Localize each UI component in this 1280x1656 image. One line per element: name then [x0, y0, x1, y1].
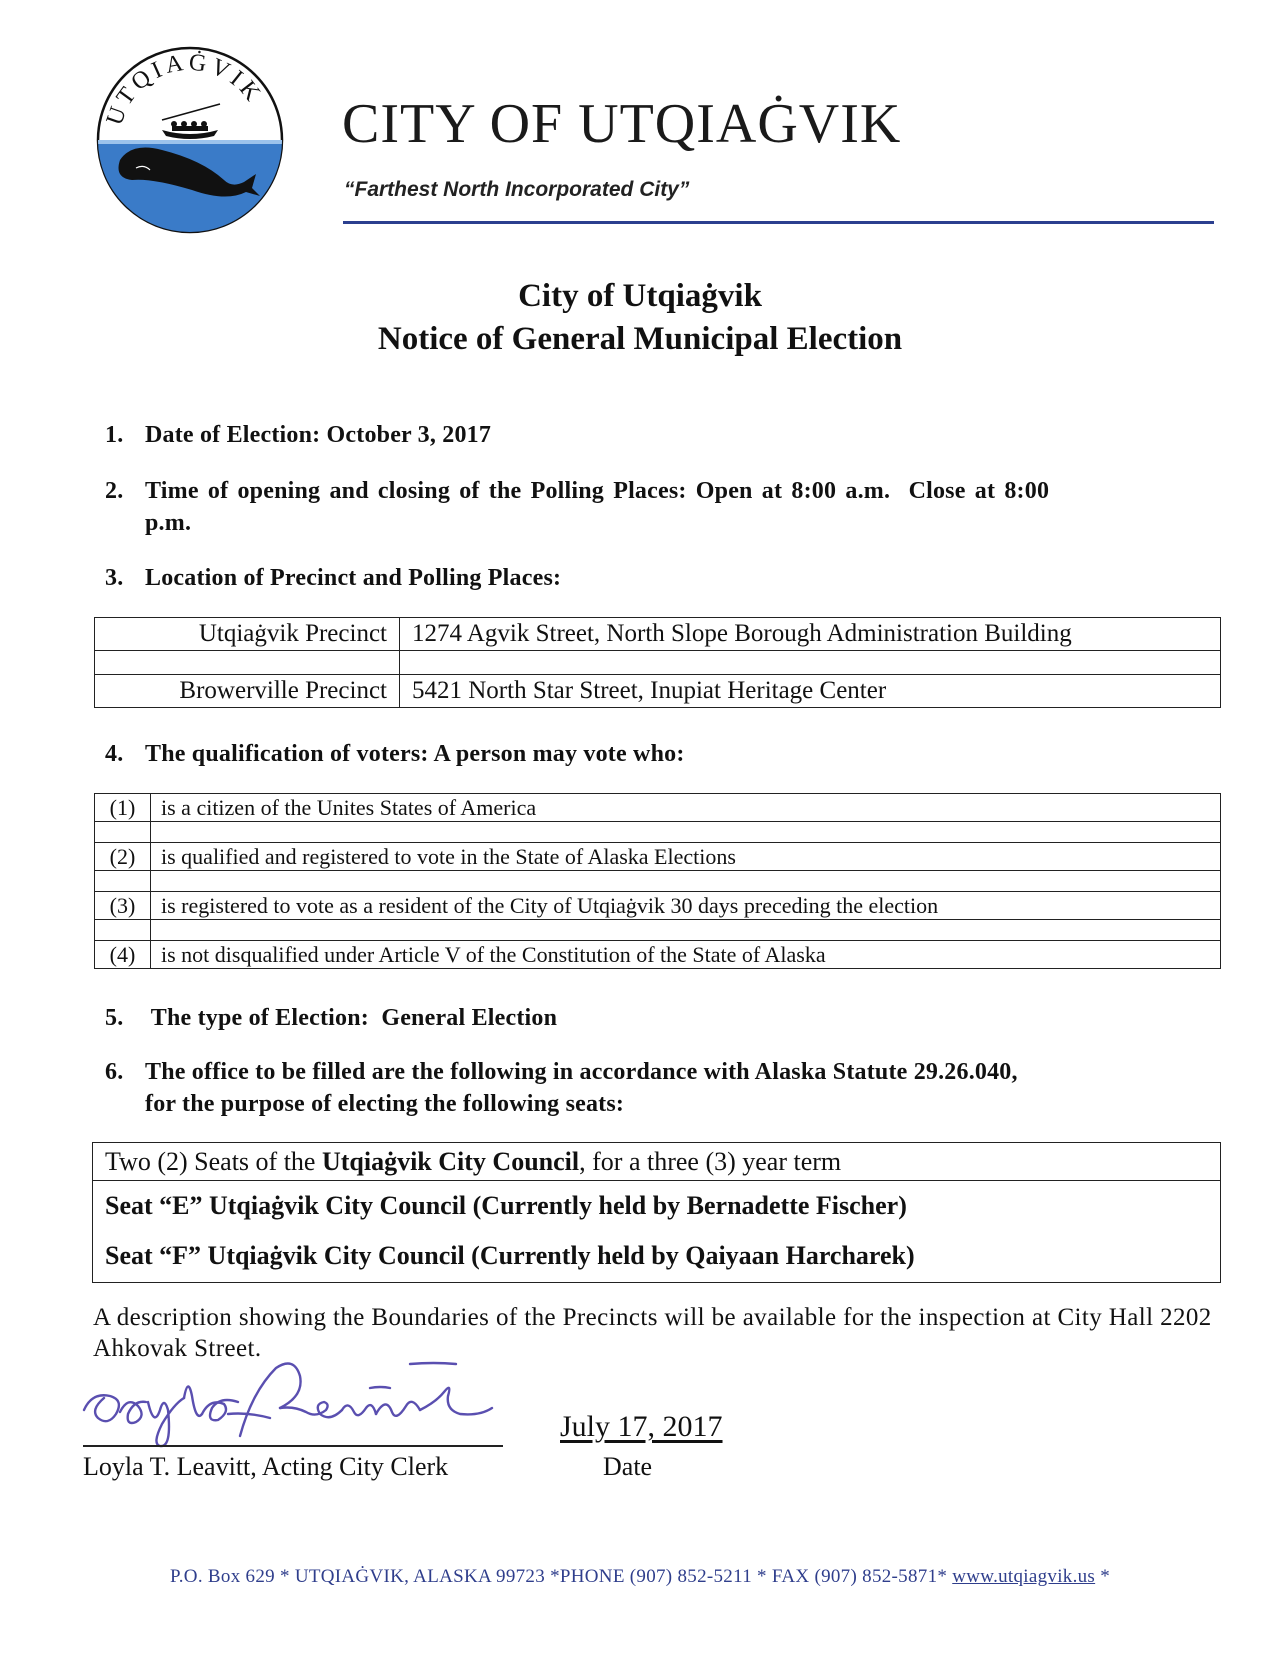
item-text: The office to be filled are the following in accordance with Alaska Statute 29.26.040,	[145, 1059, 1018, 1085]
item-number: 6.	[105, 1059, 124, 1085]
precinct-address: 5421 North Star Street, Inupiat Heritage Center	[400, 675, 1221, 708]
table-row-spacer	[95, 871, 1221, 892]
item-text: The type of Election: General Election	[145, 1005, 558, 1031]
boundaries-description: A description showing the Boundaries of the Precincts will be available for the inspection at City Hall 2202 Ahkovak Street.	[93, 1304, 1212, 1362]
item-number: 4.	[105, 741, 124, 767]
table-row	[93, 1143, 1221, 1181]
city-motto: “Farthest North Incorporated City”	[344, 178, 690, 201]
table-row	[95, 941, 1221, 969]
clerk-name: Loyla T. Leavitt, Acting City Clerk	[83, 1452, 449, 1481]
table-row-spacer	[95, 822, 1221, 843]
table-row	[95, 892, 1221, 920]
table-row	[93, 1181, 1221, 1231]
seal-lettering: UTQIAĠVIK	[101, 49, 268, 129]
table-row-spacer	[95, 651, 1221, 675]
qualification-text: is registered to vote as a resident of the City of Utqiaġvik 30 days preceding the election	[151, 892, 1221, 920]
footer-address: P.O. Box 629 * UTQIAĠVIK, ALASKA 99723 *PHONE (907) 852-5211 * FAX (907) 852-5871*	[169, 1566, 953, 1587]
seats-intro	[93, 1143, 1221, 1181]
signature-line	[83, 1445, 503, 1447]
qualification-number: (2)	[95, 843, 151, 871]
item-text: Location of Precinct and Polling Places:	[145, 565, 562, 591]
document-title: City of Utqiaġvik	[518, 278, 762, 314]
footer-tail: *	[1095, 1566, 1110, 1587]
precinct-table	[94, 617, 1221, 708]
seat-f: Seat “F” Utqiaġvik City Council (Currently held by Qaiyaan Harcharek)	[93, 1231, 1221, 1283]
item-voter-qualifications	[105, 738, 685, 770]
table-row	[95, 794, 1221, 822]
header-rule	[343, 221, 1214, 224]
clerk-signature	[80, 1352, 500, 1452]
item-text-continued: for the purpose of electing the following seats:	[145, 1091, 625, 1117]
item-offices-to-fill	[105, 1056, 1235, 1120]
item-text: Date of Election: October 3, 2017	[145, 422, 492, 448]
seats-term-text: , for a three (3) year term	[579, 1146, 842, 1176]
item-election-type	[105, 1002, 557, 1034]
item-text-continued: p.m.	[145, 510, 192, 536]
item-number: 2.	[105, 478, 124, 504]
table-row	[93, 1231, 1221, 1283]
item-text: Time of opening and closing of the Polling Places: Open at 8:00 a.m. Close at 8:00	[145, 478, 1050, 504]
website-link[interactable]: www.utqiagvik.us	[952, 1566, 1096, 1587]
city-seal-logo	[92, 42, 288, 238]
precinct-name: Browerville Precinct	[95, 675, 400, 708]
precinct-name: Utqiaġvik Precinct	[95, 618, 400, 651]
item-precinct-locations	[105, 562, 561, 594]
item-polling-hours	[105, 475, 1235, 539]
item-number: 1.	[105, 422, 124, 448]
table-row	[95, 618, 1221, 651]
document-subtitle: Notice of General Municipal Election	[377, 321, 903, 357]
signature-date: July 17, 2017	[560, 1410, 723, 1443]
qualification-text: is qualified and registered to vote in the State of Alaska Elections	[151, 843, 1221, 871]
council-name: Utqiaġvik City Council	[321, 1146, 580, 1176]
qualification-number: (3)	[95, 892, 151, 920]
precinct-address: 1274 Agvik Street, North Slope Borough Administration Building	[400, 618, 1221, 651]
qualification-number: (4)	[95, 941, 151, 969]
qualification-number: (1)	[95, 794, 151, 822]
date-label: Date	[603, 1452, 653, 1481]
seats-intro-text: Two (2) Seats of the	[105, 1146, 322, 1176]
city-title: CITY OF UTQIAĠVIK	[342, 93, 902, 155]
table-row-spacer	[95, 920, 1221, 941]
item-number: 3.	[105, 565, 124, 591]
seat-e: Seat “E” Utqiaġvik City Council (Currently held by Bernadette Fischer)	[93, 1181, 1221, 1231]
table-row	[95, 675, 1221, 708]
item-text: The qualification of voters: A person may vote who:	[145, 741, 685, 767]
table-row	[95, 843, 1221, 871]
footer-contact	[0, 1566, 1280, 1588]
qualification-text: is a citizen of the Unites States of America	[151, 794, 1221, 822]
qualification-text: is not disqualified under Article V of the Constitution of the State of Alaska	[151, 941, 1221, 969]
seats-table	[92, 1142, 1221, 1283]
qualifications-table	[94, 793, 1221, 969]
item-election-date	[105, 419, 491, 451]
item-number: 5.	[105, 1005, 124, 1031]
